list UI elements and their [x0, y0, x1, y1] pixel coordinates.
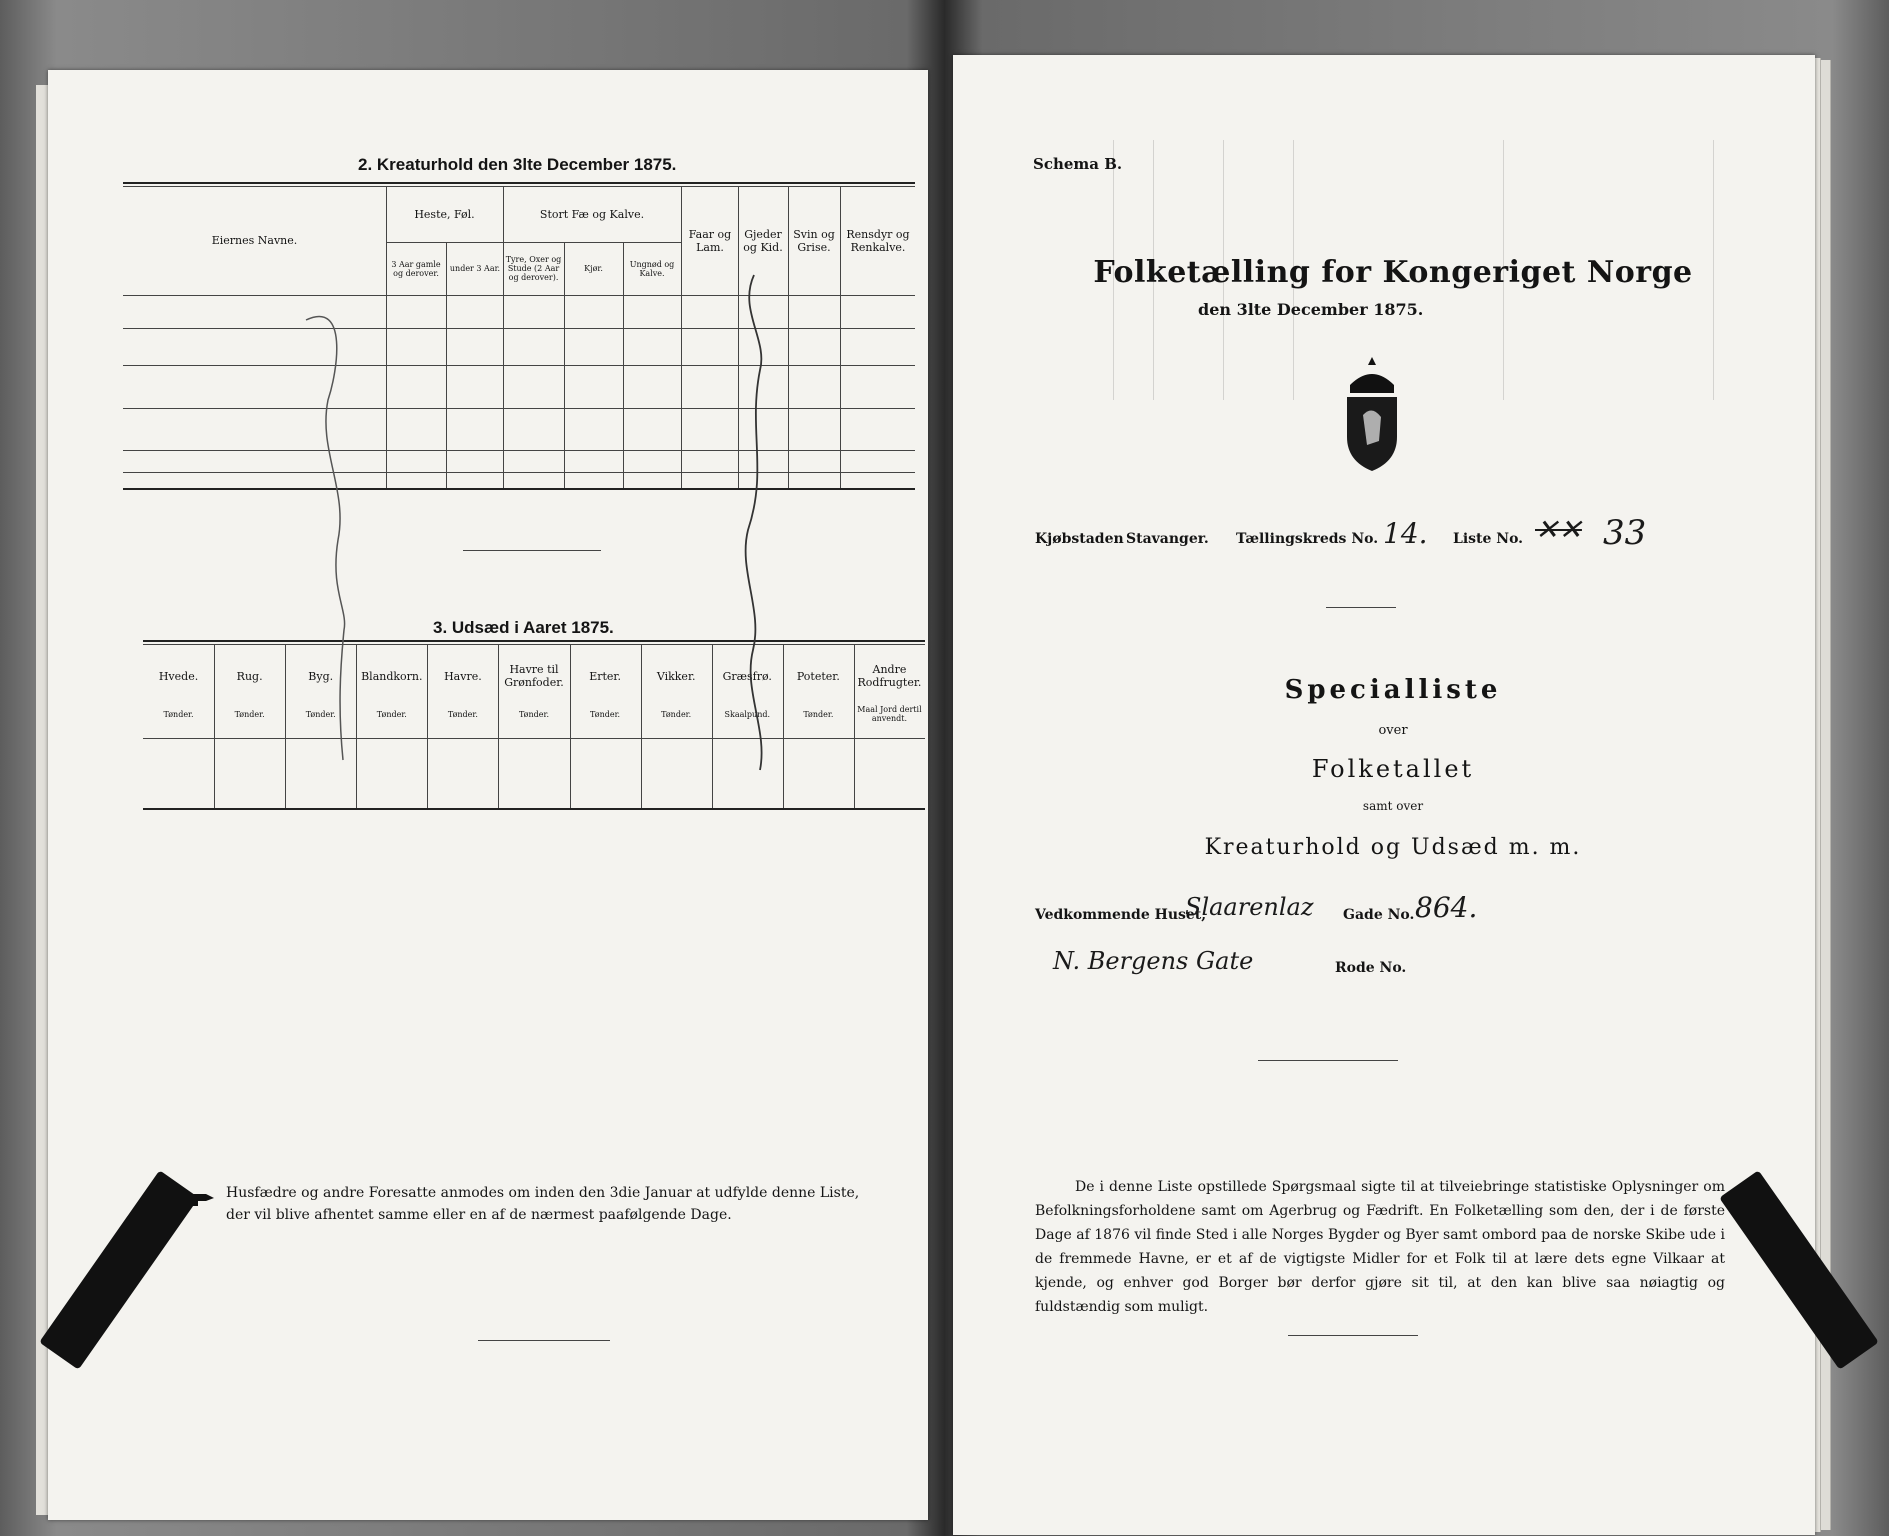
- seed-unit-9: Tønder.: [803, 709, 834, 719]
- notice-text: Husfædre og andre Foresatte anmodes om inden den 3die Januar at udfylde denne Liste, der vil blive afhentet samme eller en af de nærmest paafølgende Dage.: [226, 1185, 860, 1223]
- vedkommende-label: Vedkommende Huset,: [1035, 907, 1207, 923]
- header-goats: Gjeder og Kid.: [743, 227, 783, 254]
- seed-unit-6: Tønder.: [590, 709, 621, 719]
- header-horses-adult: 3 Aar gamle og derover.: [391, 259, 441, 278]
- header-cattle-cows: Kjør.: [584, 264, 603, 273]
- kreds-label: Tællingskreds No.: [1236, 531, 1379, 547]
- liste-strike-icon: ✕✕: [1535, 513, 1582, 546]
- kjobstaden-value: Stavanger.: [1126, 531, 1209, 547]
- seed-header-7: Vikker.: [656, 669, 696, 683]
- seed-header-9: Poteter.: [796, 669, 840, 683]
- kreds-value: 14.: [1383, 517, 1428, 550]
- seed-unit-8: Skaalpund.: [724, 709, 771, 719]
- left-page: [48, 70, 928, 1520]
- seed-header-8: Græsfrø.: [722, 669, 772, 683]
- intro-text: De i denne Liste opstillede Spørgsmaal sigte til at tilveiebringe statistiske Oplysninger om Befolkningsforholdene samt om Agerbrug og Fædrift. En Folketælling som den, der i de første Dage af 1876 vil finde Sted i alle Norges Bygder og Byer samt ombord paa de norske Skibe ude i de fremmede Havne, er et af de vigtigste Midler for et Folk til at lære dets egne Vilkaar at kjende, og enhver god Borger bør derfor gjøre sit til, at den kan blive saa nøiagtig og fuldstændig som muligt.: [1035, 1179, 1725, 1315]
- header-cattle-bulls: Tyre, Oxer og Stude (2 Aar og derover).: [505, 255, 562, 282]
- census-date: den 3lte December 1875.: [1198, 300, 1424, 319]
- bottom-rule: [478, 1340, 610, 1341]
- folketallet: Folketallet: [1311, 755, 1475, 783]
- samt-over: samt over: [1362, 799, 1424, 813]
- seed-unit-10: Maal Jord dertil anvendt.: [857, 705, 922, 723]
- rule-3: [1288, 1335, 1418, 1336]
- rule-2: [1258, 1060, 1398, 1061]
- header-owner: Eiernes Navne.: [211, 234, 298, 247]
- seed-header-1: Rug.: [236, 669, 263, 683]
- seed-header-2: Byg.: [308, 669, 334, 683]
- seed-header-3: Blandkorn.: [361, 669, 423, 683]
- seed-unit-2: Tønder.: [305, 709, 336, 719]
- seed-header-10: Andre Rodfrugter.: [857, 663, 922, 689]
- header-horses-young: under 3 Aar.: [449, 264, 501, 273]
- seed-unit-0: Tønder.: [163, 709, 194, 719]
- gade-value: 864.: [1415, 891, 1478, 924]
- header-cattle-calves: Ungnød og Kalve.: [629, 259, 675, 278]
- seed-unit-5: Tønder.: [518, 709, 549, 719]
- kjobstaden-label: Kjøbstaden: [1035, 531, 1124, 547]
- gade-label: Gade No.: [1343, 907, 1415, 923]
- liste-label: Liste No.: [1453, 531, 1524, 547]
- seed-unit-1: Tønder.: [234, 709, 265, 719]
- liste-value: 33: [1603, 513, 1647, 553]
- header-horses: Heste, Føl.: [414, 207, 475, 221]
- seed-unit-4: Tønder.: [447, 709, 478, 719]
- pencil-strokes: [48, 70, 928, 870]
- seed-header-5: Havre til Grønfoder.: [504, 663, 564, 689]
- census-title: Folketælling for Kongeriget Norge: [1093, 255, 1693, 290]
- header-cattle: Stort Fæ og Kalve.: [539, 207, 645, 221]
- rode-handwritten: N. Bergens Gate: [1053, 947, 1254, 975]
- seed-unit-3: Tønder.: [376, 709, 407, 719]
- kreaturhold-line: Kreaturhold og Udsæd m. m.: [1204, 835, 1582, 860]
- seed-header-4: Havre.: [444, 669, 482, 683]
- section3-title: 3. Udsæd i Aaret 1875.: [433, 618, 614, 637]
- street-handwritten: Slaarenlaz: [1185, 893, 1314, 921]
- rule-1: [1326, 607, 1396, 608]
- seed-unit-7: Tønder.: [661, 709, 692, 719]
- specialliste-title: Specialliste: [1284, 675, 1502, 705]
- over-1: over: [1378, 723, 1408, 738]
- header-sheep: Faar og Lam.: [688, 227, 732, 254]
- header-pigs: Svin og Grise.: [793, 227, 835, 254]
- right-page: [953, 55, 1815, 1535]
- seed-header-6: Erter.: [589, 669, 621, 683]
- schema-label: Schema B.: [1033, 155, 1123, 173]
- section2-title: 2. Kreaturhold den 3lte December 1875.: [358, 155, 677, 174]
- coat-of-arms-icon: [1335, 355, 1409, 475]
- header-reindeer: Rensdyr og Renkalve.: [846, 227, 910, 254]
- rode-label: Rode No.: [1335, 960, 1407, 976]
- seed-header-0: Hvede.: [158, 669, 199, 683]
